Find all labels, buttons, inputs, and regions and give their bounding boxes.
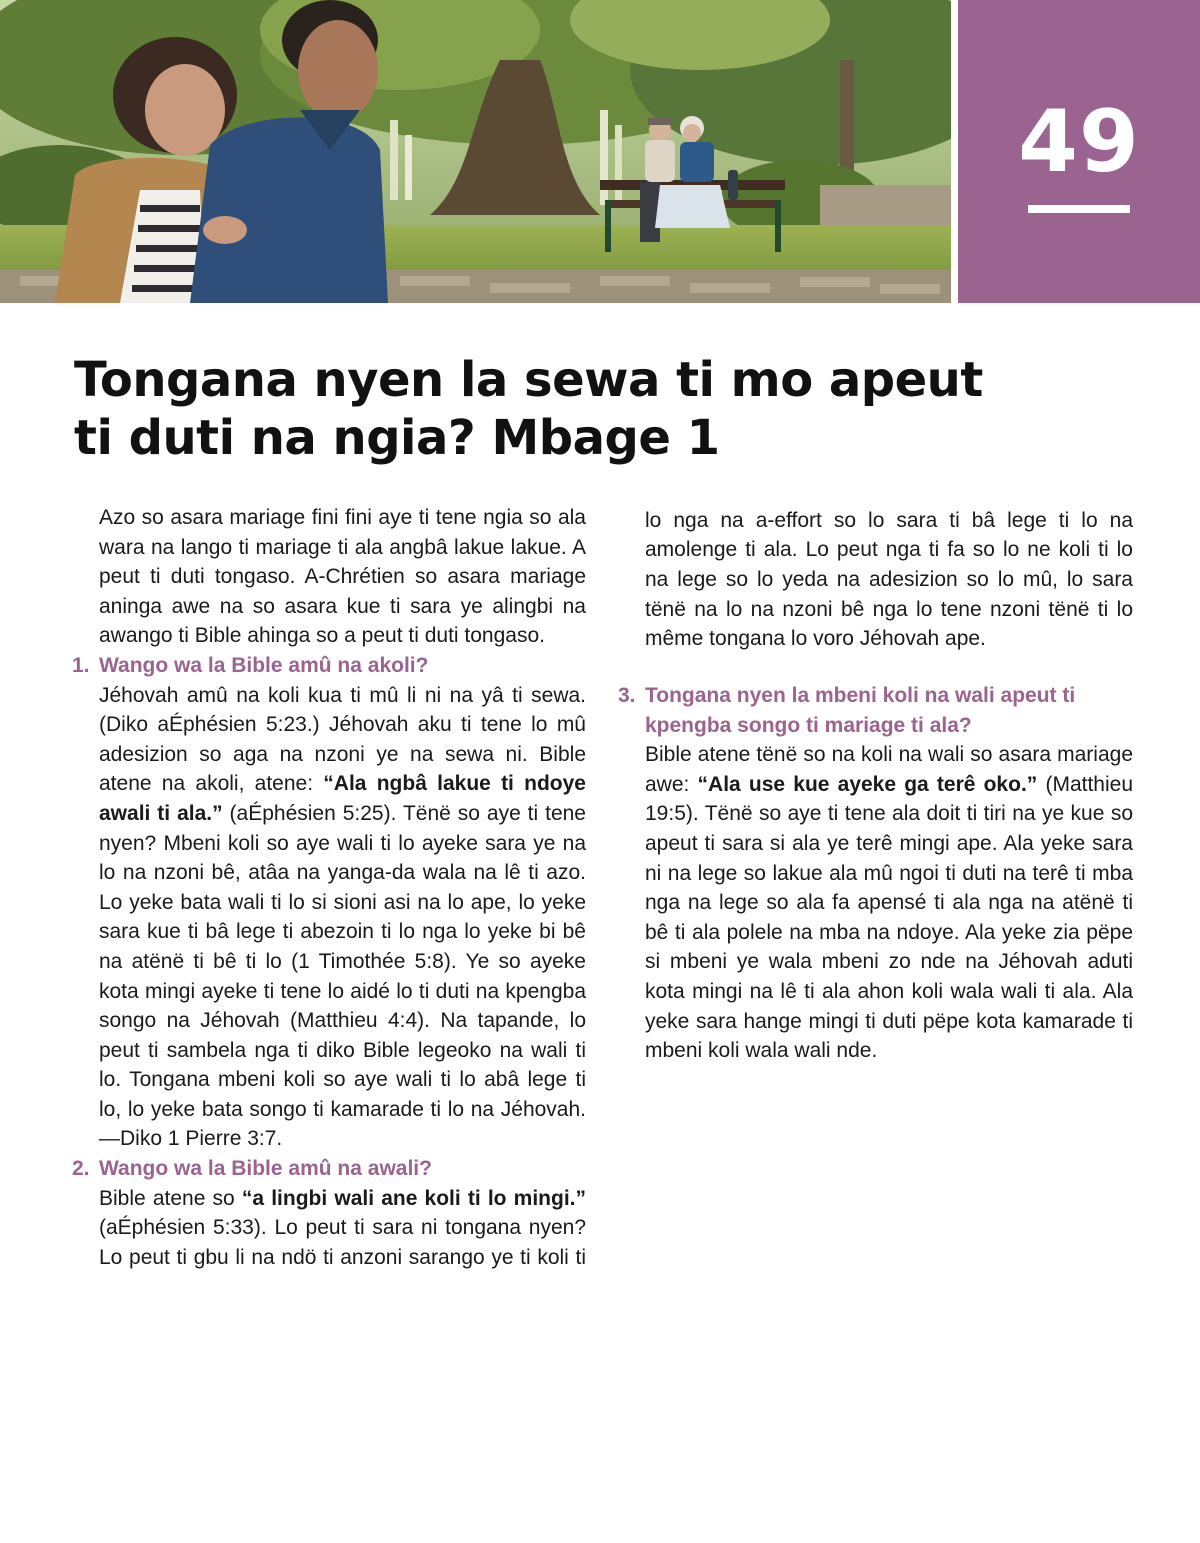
answer-2-quote: “a lingbi wali ane koli ti lo mingi.” (241, 1186, 586, 1210)
answer-3-text-b: (Matthieu 19:5). Tënë so aye ti tene ala doit ti tiri na ye kue so apeut ti sara si ala ye terê mingi ape. Ala yeke sara ni na lege so lakue ala mû ngoi ti duti na terê ti mba nga na lege so ala fa apensé ti ala nga na atënë ti bê ti ala polele na mba na ndoye. Ala yeke zia pëpe si mbeni ye wala mbeni zo nde na Jéhovah aduti kota mingi na lê ti ala ahon koli wala wali ti ala. Ala yeke sara hange mingi ti duti pëpe kota kamarade ti mbeni koli wala wali nde. (645, 772, 1133, 1063)
answer-2-continued-rest: lo nga na a-effort so lo sara ti bâ lege ti lo na amolenge ti ala. Lo peut nga ti fa so lo ne koli ti lo na lege so lo yeda na adesizion so lo mû, lo sara tënë na lo na nzoni bê nga lo tene nzoni tënë ti lo même tongana lo voro Jéhovah ape. (645, 508, 1133, 651)
answer-1-quote: “Ala ngbâ lakue ti ndoye awali ti ala.” (99, 772, 586, 825)
page-title (74, 351, 1074, 467)
right-column (618, 503, 1133, 1066)
answer-2-text-b: (aÉphésien 5:33). Lo peut ti sara ni tongana nyen? Lo peut ti gbu li na ndö ti anzoni sarango ye ti koli ti (99, 1216, 586, 1269)
intro-paragraph: Azo so asara mariage fini fini aye ti tene ngia so ala wara na lango ti mariage ti ala angbâ lakue lakue. A peut ti duti tongaso. A-Chrétien so asara mariage aninga awe na so asara kue ti sara ye alingbi na awango ti Bible ahinga so a peut ti duti tongaso. (99, 506, 586, 648)
answer-1-text-a: Jéhovah amû na koli kua ti mû li ni na yâ ti sewa. (Diko aÉphésien 5:23.) Jéhovah aku ti tene lo mû adesizion so aga na nzoni ye na sewa ni. Bible atene na akoli, atene: (99, 683, 586, 796)
question-1-text: Wango wa la Bible amû na akoli? (99, 653, 429, 677)
left-column (72, 503, 586, 1270)
question-3-heading (618, 681, 1133, 740)
question-2-heading (72, 1154, 586, 1184)
answer-1-paragraph (72, 681, 586, 1155)
answer-1-text-b: (aÉphésien 5:25). Tënë so aye ti tene nyen? Mbeni koli so aye wali ti lo ayeke sara ye na lo na nzoni bê, atâa na yanga-da wala na lê ti azo. Lo yeke bata wali ti lo si sioni asi na lo ape, lo yeke sara kue ti bâ lege ti abezoin ti lo nga lo yeke bi bê na atënë ti bê ti lo (1 Timothée 5:8). Ye so ayeke kota mingi ayeke ti tene lo aidé lo ti duti na kpengba songo na Jéhovah (Matthieu 4:4). Na tapande, lo peut ti sambela nga ti diko Bible legeoko na wali ti lo. Tongana mbeni koli so aye wali ti lo abâ lege ti lo, lo yeke bata songo ti kamarade ti lo na Jéhovah.—Diko 1 Pierre 3:7. (99, 801, 586, 1151)
answer-3-text-a: Bible atene tënë so na koli na wali so asara mariage awe: (645, 743, 1133, 796)
answer-3-quote: “Ala use kue ayeke ga terê oko.” (697, 772, 1038, 796)
lesson-number-underline (1028, 205, 1130, 213)
hero-photo (0, 0, 951, 303)
answer-2-paragraph (72, 1184, 586, 1270)
question-2-text: Wango wa la Bible amû na awali? (99, 1157, 432, 1181)
question-1-number: 1. (72, 653, 90, 677)
page-title-line-1: Tongana nyen la sewa ti mo apeut (74, 352, 983, 408)
lesson-number-box (958, 0, 1200, 303)
page-title-line-2: ti duti na ngia? Mbage 1 (74, 410, 720, 466)
answer-2-continued (618, 503, 1133, 681)
answer-3-paragraph (618, 740, 1133, 1066)
question-3-text: Tongana nyen la mbeni koli na wali apeut ti kpengba songo ti mariage ti ala? (645, 684, 1076, 737)
lesson-number: 49 (1018, 92, 1140, 192)
answer-2-text-a: Bible atene so (99, 1186, 242, 1210)
question-3-number: 3. (618, 684, 636, 707)
question-2-number: 2. (72, 1157, 90, 1181)
answer-2-continued-text (645, 503, 1133, 654)
question-1-heading (72, 651, 586, 681)
